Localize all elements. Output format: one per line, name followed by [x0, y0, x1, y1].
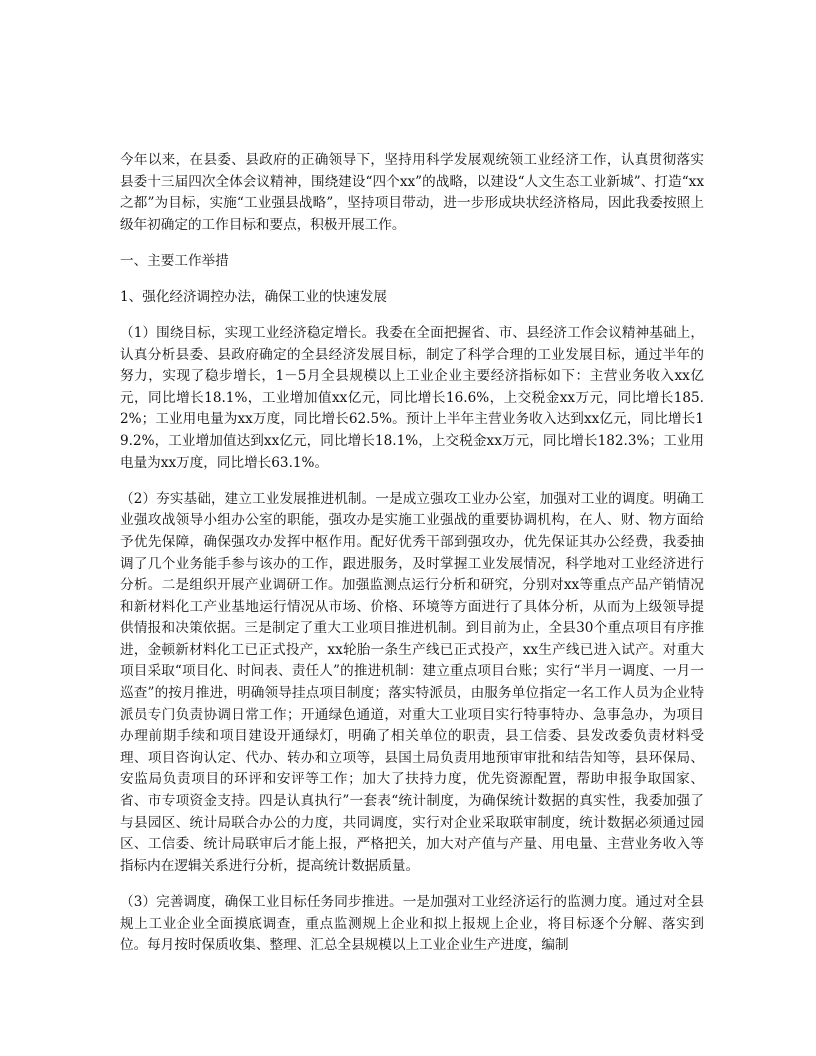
section-heading-main-measures: 一、主要工作举措	[120, 252, 229, 269]
paragraph-scheduling: （3）完善调度，确保工业目标任务同步推进。一是加强对工业经济运行的监测力度。通过对全县规上工业企业全面摸底调查，重点监测规上企业和拟上报规上企业，将目标逐个分解、落实到位。每月按时保质收集、整理、汇总全县规模以上工业企业生产进度，编制	[120, 893, 704, 954]
subsection-heading-economic-regulation: 1、强化经济调控办法，确保工业的快速发展	[120, 288, 387, 305]
paragraph-promotion-mechanism: （2）夯实基础，建立工业发展推进机制。一是成立强攻工业办公室，加强对工业的调度。明确工业强攻战领导小组办公室的职能，强攻办是实施工业强战的重要协调机构，在人、财、物方面给予优先保障，确保强攻办发挥中枢作用。配好优秀干部到强攻办，优先保证其办公经费，我委抽调了几个业务能手参与该办的工作，跟进服务，及时掌握工业发展情况，科学地对工业经济进行分析。二是组织开展产业调研工作。加强监测点运行分析和研究，分别对xx等重点产品产销情况和新材料化工产业基地运行情况从市场、价格、环境等方面进行了具体分析，从而为上级领导提供情报和决策依据。三是制定了重大工业项目推进机制。到目前为止，全县30个重点项目有序推进，金顿新材料化工已正式投产，xx轮胎一条生产线已正式投产，xx生产线已进入试产。对重大项目采取“项目化、时间表、责任人”的推进机制：建立重点项目台账；实行“半月一调度、一月一巡查”的按月推进，明确领导挂点项目制度；落实特派员，由服务单位指定一名工作人员为企业特派员专门负责协调日常工作；开通绿色通道，对重大工业项目实行特事特办、急事急办，为项目办理前期手续和项目建设开通绿灯，明确了相关单位的职责，县工信委、县发改委负责材料受理、项目咨询认定、代办、转办和立项等，县国土局负责用地预审审批和结告知等，县环保局、安监局负责项目的环评和安评等工作；加大了扶持力度，优先资源配置，帮助申报争取国家、省、市专项资金支持。四是认真执行”一套表“统计制度，为确保统计数据的真实性，我委加强了与县园区、统计局联合办公的力度，共同调度，实行对企业采取联审制度，统计数据必须通过园区、工信委、统计局联审后才能上报，严格把关，加大对产值与产量、用电量、主营业务收入等指标内在逻辑关系进行分析，提高统计数据质量。	[120, 490, 704, 874]
paragraph-targets-growth: （1）围绕目标，实现工业经济稳定增长。我委在全面把握省、市、县经济工作会议精神基础上，认真分析县委、县政府确定的全县经济发展目标，制定了科学合理的工业发展目标，通过半年的努力，实现了稳步增长，1－5月全县规模以上工业企业主要经济指标如下：主营业务收入xx亿元，同比增长18.1%，工业增加值xx亿元，同比增长16.6%，上交税金xx万元，同比增长185.2%；工业用电量为xx万度，同比增长62.5%。预计上半年主营业务收入达到xx亿元，同比增长19.2%，工业增加值达到xx亿元，同比增长18.1%，上交税金xx万元，同比增长182.3%；工业用电量为xx万度，同比增长63.1%。	[120, 325, 704, 471]
document-page	[120, 150, 704, 971]
intro-paragraph: 今年以来，在县委、县政府的正确领导下，坚持用科学发展观统领工业经济工作，认真贯彻落实县委十三届四次全体会议精神，围绕建设“四个xx”的战略，以建设“人文生态工业新城”、打造“xx之都”为目标，实施“工业强县战略”，坚持项目带动，进一步形成块状经济格局，因此我委按照上级年初确定的工作目标和要点，积极开展工作。	[120, 152, 704, 233]
